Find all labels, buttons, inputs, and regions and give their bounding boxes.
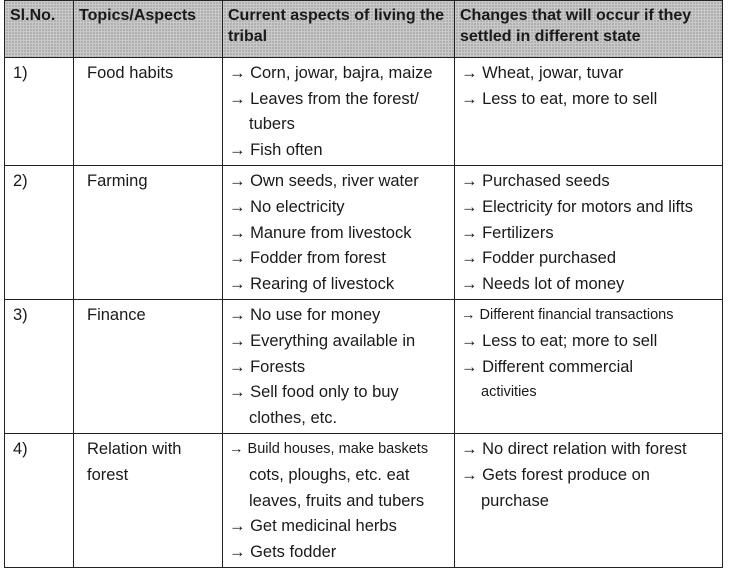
cell-topic	[74, 434, 223, 568]
current-line: → Everything available in	[229, 331, 416, 350]
current-line: → No use for money	[229, 306, 381, 325]
current-line: cots, ploughs, etc. eat	[249, 465, 410, 484]
table-row	[5, 300, 723, 434]
current-line: → Own seeds, river water	[229, 172, 419, 191]
current-line: → Gets fodder	[229, 542, 337, 561]
sl-no: 4)	[13, 440, 28, 459]
changes-line: → Needs lot of money	[461, 274, 625, 293]
header-topics: Topics/Aspects	[74, 1, 223, 58]
cell-sl-no	[5, 300, 74, 434]
changes-line: → Less to eat; more to sell	[461, 331, 658, 350]
table-row	[5, 166, 723, 300]
current-line: leaves, fruits and tubers	[249, 491, 425, 510]
cell-sl-no	[5, 58, 74, 166]
changes-line: activities	[481, 384, 537, 401]
cell-changes	[455, 58, 723, 166]
changes-line: → Electricity for motors and lifts	[461, 197, 693, 216]
cell-changes	[455, 434, 723, 568]
changes-line: → Gets forest produce on	[461, 465, 650, 484]
current-line: → Corn, jowar, bajra, maize	[229, 64, 433, 82]
cell-current	[223, 434, 455, 568]
cell-topic	[74, 58, 223, 166]
current-line: → Get medicinal herbs	[229, 517, 397, 536]
cell-current	[223, 58, 455, 166]
header-sl-no: Sl.No.	[5, 1, 74, 58]
table-row	[5, 434, 723, 568]
changes-line: → Different commercial	[461, 357, 634, 376]
cell-topic	[74, 300, 223, 434]
current-line: → Rearing of livestock	[229, 274, 395, 293]
cell-current	[223, 300, 455, 434]
cell-topic	[74, 166, 223, 300]
current-line: → Manure from livestock	[229, 223, 412, 242]
current-line: → Fodder from forest	[229, 249, 386, 268]
header-changes: Changes that will occur if they settled in different state	[455, 1, 723, 58]
changes-line: → No direct relation with forest	[461, 440, 687, 459]
current-line: → Fish often	[229, 140, 323, 159]
topic-line: forest	[87, 465, 129, 484]
sl-no: 1)	[13, 64, 28, 82]
changes-line: → Less to eat, more to sell	[461, 89, 658, 108]
current-line: → Leaves from the forest/	[229, 89, 419, 108]
sl-no: 2)	[13, 172, 28, 191]
cell-changes	[455, 166, 723, 300]
cell-current	[223, 166, 455, 300]
cell-sl-no	[5, 434, 74, 568]
cell-changes	[455, 300, 723, 434]
current-line: → No electricity	[229, 197, 345, 216]
current-line: tubers	[249, 115, 295, 134]
document-page	[4, 0, 723, 568]
current-line: → Sell food only to buy	[229, 383, 399, 402]
topic-line: Farming	[87, 172, 148, 191]
current-line: → Build houses, make baskets	[229, 441, 429, 458]
sl-no: 3)	[13, 306, 28, 325]
header-row	[5, 1, 723, 58]
changes-line: → Fodder purchased	[461, 249, 617, 268]
table-row	[5, 58, 723, 166]
cell-sl-no	[5, 166, 74, 300]
header-current-aspects: Current aspects of living the tribal	[223, 1, 455, 58]
tribal-changes-table	[4, 0, 723, 568]
changes-line: → Wheat, jowar, tuvar	[461, 64, 624, 82]
topic-line: Food habits	[87, 64, 174, 82]
changes-line: purchase	[481, 491, 549, 510]
changes-line: → Different financial transactions	[461, 307, 674, 324]
current-line: clothes, etc.	[249, 408, 338, 427]
changes-line: → Fertilizers	[461, 223, 554, 242]
topic-line: Relation with	[87, 440, 182, 459]
current-line: → Forests	[229, 357, 306, 376]
topic-line: Finance	[87, 306, 146, 325]
changes-line: → Purchased seeds	[461, 172, 610, 191]
